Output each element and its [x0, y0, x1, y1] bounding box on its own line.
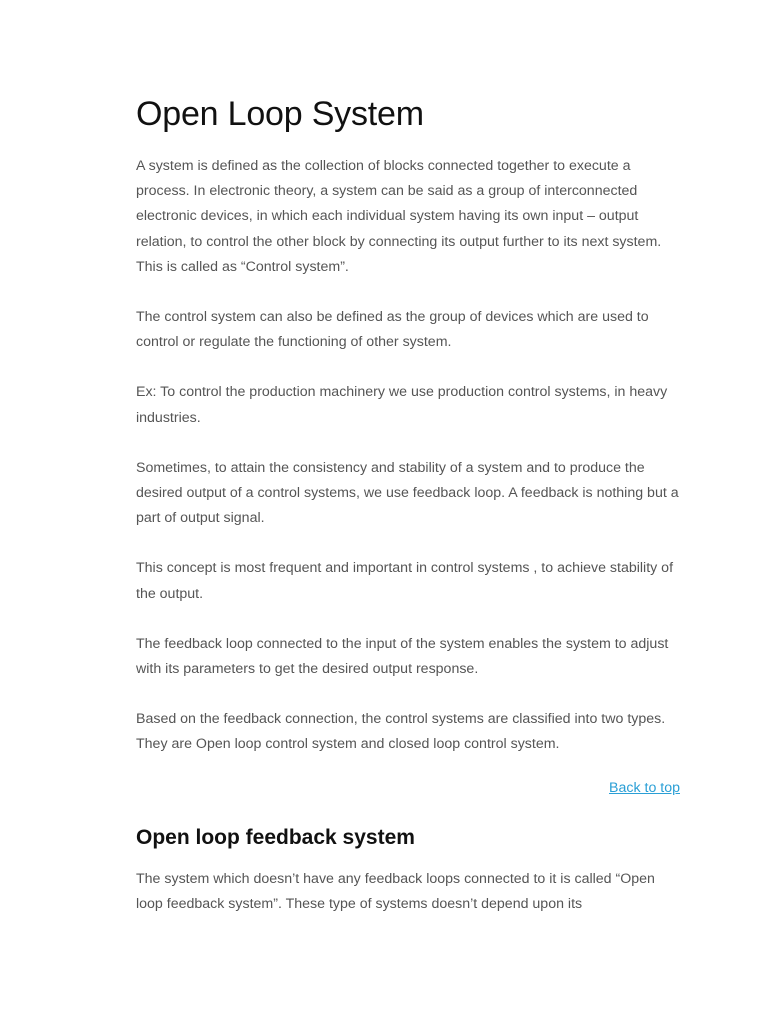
paragraph-example: Ex: To control the production machinery we use production control systems, in heavy industries. — [136, 384, 668, 426]
paragraph-system-definition: A system is defined as the collection of blocks connected together to execute a process. In electronic theory, a system can be said as a group of interconnected electronic devices, in which each individual system having its own input – output relation, to control the other block by connecting its output further to its next system. This is called as “Control system”. — [136, 158, 662, 275]
back-to-top-link[interactable]: Back to top — [609, 779, 680, 796]
paragraph-open-loop-definition: The system which doesn’t have any feedback loops connected to it is called “Open loop feedback system”. These type of systems doesn’t depend upon its — [136, 870, 655, 912]
paragraph-concept: This concept is most frequent and important in control systems , to achieve stability of the output. — [136, 560, 674, 602]
page-title: Open Loop System — [136, 95, 424, 133]
paragraph-feedback-input: The feedback loop connected to the input of the system enables the system to adjust with its parameters to get the desired output response. — [136, 635, 669, 678]
paragraph-control-system-definition: The control system can also be defined as the group of devices which are used to control or regulate the functioning of other system. — [136, 309, 649, 351]
paragraph-classification: Based on the feedback connection, the control systems are classified into two types. They are Open loop control system and closed loop control system. — [136, 711, 666, 753]
paragraph-feedback-loop: Sometimes, to attain the consistency and stability of a system and to produce the desired output of a control systems, we use feedback loop. A feedback is nothing but a part of output signal. — [136, 459, 679, 527]
section-heading: Open loop feedback system — [136, 825, 415, 849]
back-to-top-row — [136, 776, 680, 801]
